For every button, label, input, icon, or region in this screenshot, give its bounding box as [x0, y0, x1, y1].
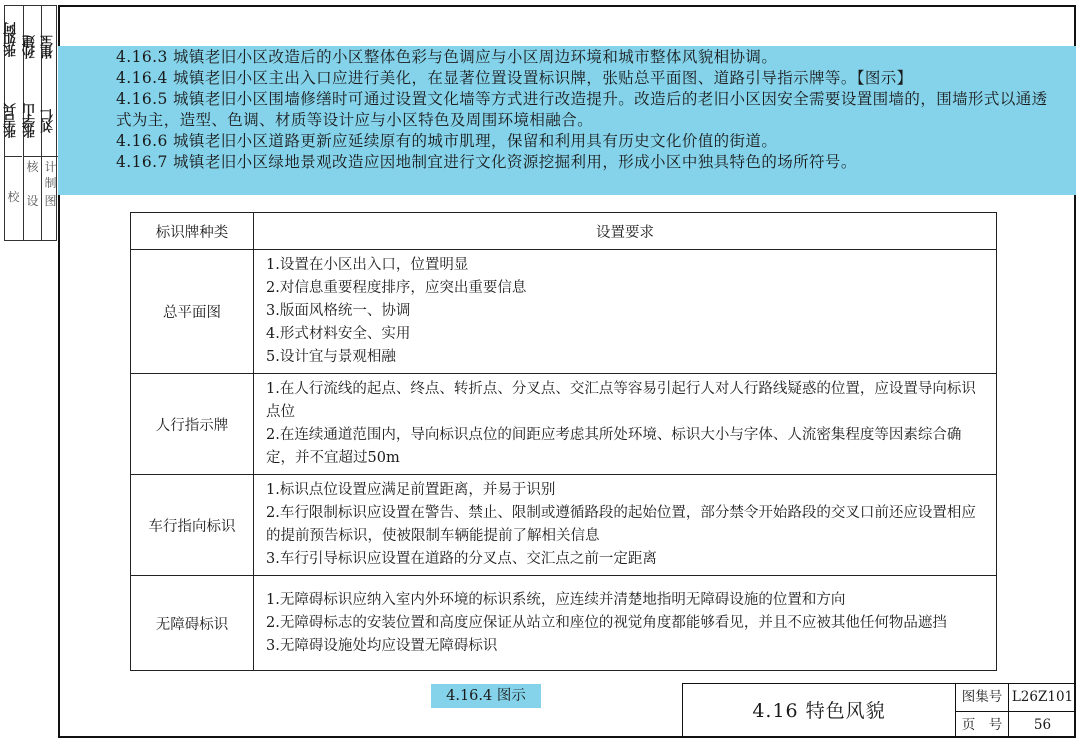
signature-column-3	[41, 6, 59, 240]
requirements-cell	[254, 374, 997, 475]
clause-4-16-5: 4.16.5 城镇老旧小区围墙修缮时可通过设置文化墙等方式进行改造提升。改造后的老旧小区因安全需要设置围墙的，围墙形式以通透式为主，造型、色调、材质等设计应与小区特色及周围环境相融合。	[116, 90, 1048, 129]
table-row	[131, 475, 997, 576]
role-label: 核	[26, 160, 39, 174]
requirements-cell	[254, 250, 997, 374]
signage-requirements-table	[130, 212, 997, 671]
requirement-item: 2.对信息重要程度排序，应突出重要信息	[266, 280, 527, 296]
requirement-item: 1.在人行流线的起点、终点、转折点、分叉点、交汇点等容易引起行人对人行路线疑惑的位置，应设置导向标识点位	[266, 381, 976, 420]
clause-4-16-7: 4.16.7 城镇老旧小区绿地景观改造应因地制宜进行文化资源挖掘利用，形成小区中独具特色的场所符号。	[116, 153, 857, 171]
clause-4-16-3: 4.16.3 城镇老旧小区改造后的小区整体色彩与色调应与小区周边环境和城市整体风貌相协调。	[116, 48, 778, 66]
column-header-type: 标识牌种类	[131, 213, 254, 250]
table-header-row	[131, 213, 997, 250]
sign-type-cell: 总平面图	[131, 250, 254, 374]
requirements-cell	[254, 475, 997, 576]
sign-type-cell: 车行指向标识	[131, 475, 254, 576]
title-block	[682, 683, 1076, 738]
signature: 张如阿	[4, 24, 19, 58]
table-row	[131, 374, 997, 475]
clause-4-16-4: 4.16.4 城镇老旧小区主出入口应进行美化，在显著位置设置标识牌，张贴总平面图、道路引导指示牌等。【图示】	[116, 69, 913, 87]
requirement-item: 1.无障碍标识应纳入室内外环境的标识系统，应连续并清楚地指明无障碍设施的位置和方向	[266, 591, 846, 608]
title-block-grid	[955, 684, 1078, 738]
role-label: 图	[44, 194, 57, 208]
clause-list	[116, 47, 1056, 173]
role-label: 计	[44, 160, 57, 174]
table-row	[131, 250, 997, 374]
page-number-value: 56	[1008, 711, 1076, 738]
requirement-item: 1.标识点位设置应满足前置距离，并易于识别	[266, 482, 556, 498]
column-header-requirements: 设置要求	[254, 213, 997, 250]
clause-4-16-6: 4.16.6 城镇老旧小区道路更新应延续原有的城市肌理，保留和利用具有历史文化价值的街道。	[116, 132, 778, 150]
sign-type-cell: 无障碍标识	[131, 576, 254, 671]
section-title: 4.16 特色风貌	[752, 700, 886, 722]
requirement-item: 1.设置在小区出入口，位置明显	[266, 257, 469, 273]
table-row	[131, 576, 997, 671]
role-label: 设	[26, 194, 39, 208]
requirement-item: 4.形式材料安全、实用	[266, 326, 411, 342]
signature: 张吉兵	[4, 105, 19, 139]
signature: 刘仁	[41, 111, 56, 133]
requirement-item: 2.在连续通道范围内，导向标识点位的间距应考虑其所处环境、标识大小与字体、人流密集程度等因素综合确定，并不宜超过50m	[266, 427, 962, 466]
atlas-number-value: L26Z101	[1008, 684, 1076, 711]
requirement-item: 3.车行引导标识应设置在道路的分叉点、交汇点之前一定距离	[266, 551, 657, 567]
sign-type-cell: 人行指示牌	[131, 374, 254, 475]
atlas-number-label: 图集号	[961, 689, 1003, 705]
requirements-cell	[254, 576, 997, 671]
requirement-item: 5.设计宜与景观相融	[266, 349, 396, 365]
signature: 张学山	[23, 105, 38, 139]
figure-label: 4.16.4 图示	[431, 684, 541, 708]
requirement-item: 2.无障碍标志的安装位置和高度应保证从站立和座位的视觉角度都能够看见，并且不应被其他任何物品遮挡	[266, 614, 947, 631]
role-label: 制	[44, 176, 57, 190]
signature: 孙建	[23, 37, 38, 59]
requirement-item: 3.版面风格统一、协调	[266, 303, 411, 319]
signature: 崔宝	[41, 37, 56, 59]
signature-column-1	[5, 6, 22, 240]
requirement-item: 2.车行限制标识应设置在警告、禁止、限制或遵循路段的起始位置，部分禁令开始路段的交叉口前还应设置相应的提前预告标识，使被限制车辆能提前了解相关信息	[266, 505, 976, 544]
requirement-item: 3.无障碍设施处均应设置无障碍标识	[266, 637, 498, 654]
signature-column-2	[23, 6, 41, 240]
page-number-label: 页 号	[956, 711, 1008, 738]
role-label: 校	[7, 190, 20, 204]
signature-strip	[4, 5, 57, 241]
